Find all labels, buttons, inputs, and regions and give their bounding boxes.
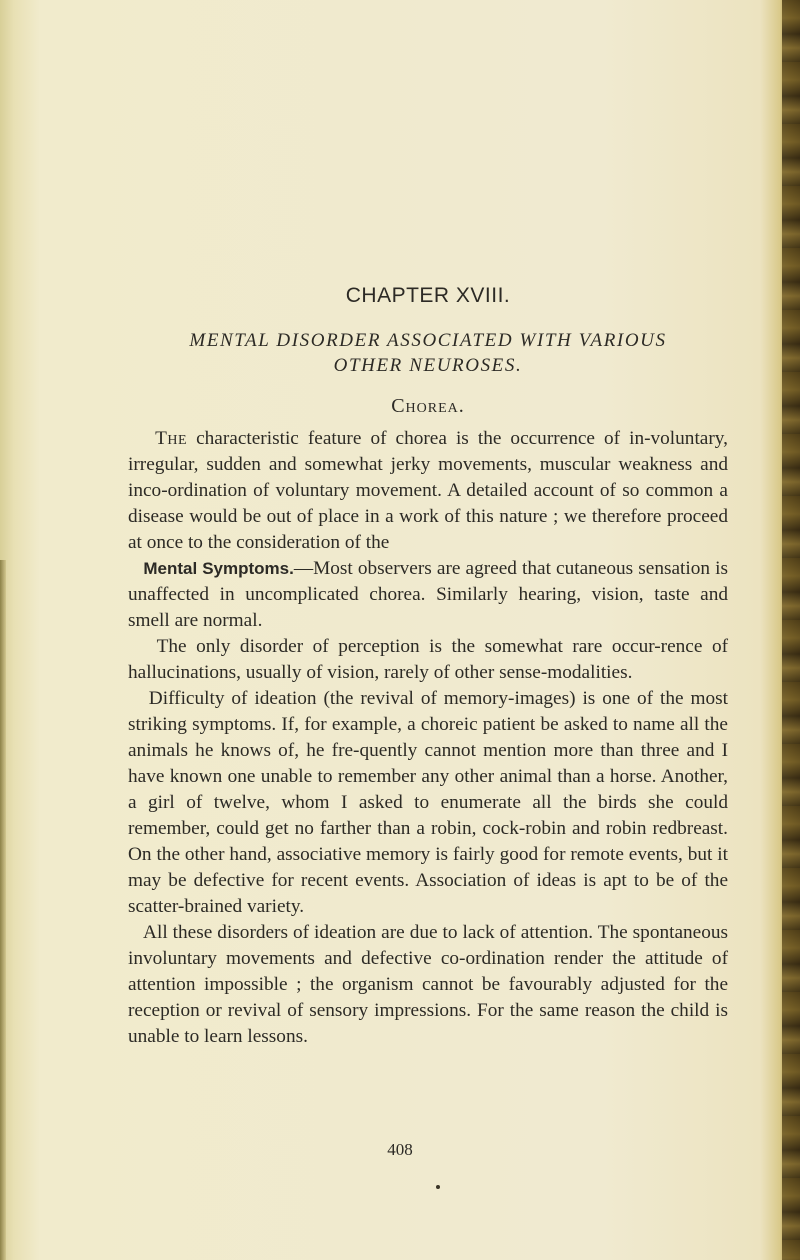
chapter-subtitle-line-1: MENTAL DISORDER ASSOCIATED WITH VARIOUS: [189, 330, 667, 351]
ink-dot: [436, 1185, 440, 1189]
chapter-subtitle: [128, 328, 728, 378]
paragraph-attention-text: All these disorders of ideation are due to lack of attention. The spontaneous involuntary movements and defective co-ordination render the attitude of attention impossible ; the organism cannot be favourably adjusted for the reception or revival of sensory impressions. For the same reason the child is unable to learn lessons.: [128, 922, 728, 1047]
paragraph-mental-symptoms: [128, 556, 728, 634]
page-number: 408: [387, 1140, 413, 1159]
paragraph-intro: [128, 426, 728, 556]
paragraph-intro-text: characteristic feature of chorea is the occurrence of in-voluntary, irregular, sudden and somewhat jerky movements, muscular weakness and inco-ordination of voluntary movement. A detailed account of so common a disease would be out of place in a work of this nature ; we therefore proceed at once to the consideration of the: [128, 428, 728, 553]
paragraph-attention: [128, 920, 728, 1050]
paragraph-perception-text: The only disorder of perception is the somewhat rare occur-rence of hallucinations, usually of vision, rarely of other sense-modalities.: [128, 636, 728, 683]
paragraph-perception: [128, 634, 728, 686]
paragraph-mental-symptoms-text: —Most observers are agreed that cutaneous sensation is unaffected in uncomplicated chorea. Similarly hearing, vision, taste and smell are normal.: [128, 558, 728, 631]
text-block: [128, 284, 728, 1050]
paragraph-intro-first-word: The: [155, 428, 188, 449]
chapter-subtitle-line-2: OTHER NEUROSES.: [333, 355, 523, 376]
run-in-heading-mental-symptoms: Mental Symptoms.: [143, 559, 294, 578]
page-edge-binding: [782, 0, 800, 1260]
paragraph-ideation-text: Difficulty of ideation (the revival of memory-images) is one of the most striking symptoms. If, for example, a choreic patient be asked to name all the animals he knows of, he fre-quently cannot mention more than three and I have known one unable to remember any other animal than a horse. Another, a girl of twelve, whom I asked to enumerate all the birds she could remember, could get no farther than a robin, cock-robin and robin redbreast. On the other hand, associative memory is fairly good for remote events, but it may be defective for recent events. Association of ideas is apt to be of the scatter-brained variety.: [128, 688, 728, 917]
section-heading: Chorea.: [391, 395, 465, 417]
paragraph-ideation: [128, 686, 728, 920]
chapter-heading: CHAPTER XVIII.: [345, 284, 511, 307]
